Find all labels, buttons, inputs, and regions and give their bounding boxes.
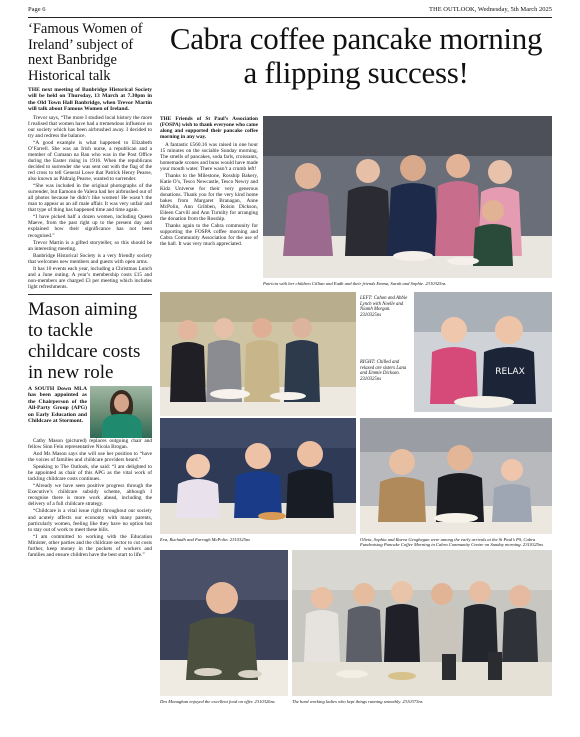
mason-paragraph: “I am committed to working with the Education Minister, other parties and the childcare sector to cut costs further, keep money in the pockets of workers and families and ensure children have the best start to life.” [28, 533, 152, 558]
photo-group-table [160, 292, 356, 416]
cabra-body [160, 142, 258, 247]
cabra-paragraph: A fantastic £560.16 was raised in one hour 15 minutes on the sociable Sunday morning. The smells of pancakes, soda farls, croissants, homemade scones and buns would have made your mouth water. There wasn’t a crumb left! [160, 142, 258, 173]
page-number: Page 6 [28, 6, 46, 13]
cabra-paragraph: Thanks again to the Cabra community for supporting the FOSPA coffee morning and Cabra Community Association for the use of the hall. It was very much appreciated. [160, 222, 258, 247]
masthead: THE OUTLOOK, Wednesday, 5th March 2025 [429, 6, 552, 13]
cabra-lead: THE Friends of St Paul’s Association (FOSPA) wish to thank everyone who came along and supported their pancake coffee morning in any way. [160, 116, 258, 141]
bambridge-paragraph: It has 10 events each year, including a Christmas Lunch and a June outing. A year’s membership costs £15 and non-members are charged £3 per meeting which includes light refreshments. [28, 265, 152, 290]
caption-photo5: Eva, Ruchadh and Farragh McPolin. 2310325ns [160, 537, 250, 542]
mason-lead-block [28, 386, 152, 438]
photo-geoghegan-family [360, 418, 552, 534]
photo-patricia-children [263, 116, 552, 278]
cabra-article [160, 116, 258, 248]
mason-paragraph: “Already we have seen positive progress through the Executive’s childcare subsidy scheme, although I recognise there is more work ahead, including the delivery of a full childcare strategy. [28, 483, 152, 508]
mason-paragraph: And Ms Mason says she will use her position to “have the voices of families and childcare providers heard.” [28, 451, 152, 464]
bambridge-paragraph: Banbridge Historical Society is a very friendly society that welcomes new members and guests with open arms. [28, 252, 152, 265]
caption-photo8: The hard working ladies who kept things running smoothly. 2310373ns [292, 699, 423, 704]
left-column [28, 22, 152, 559]
bambridge-headline: ‘Famous Women of Ireland’ subject of next Banbridge Historical talk [28, 21, 143, 84]
caption-photo4: RIGHT: Chilled and relaxed are sisters Lana and Emmie Dickson. 2310325ns [360, 360, 407, 382]
mason-headline: Mason aiming to tackle childcare costs in new role [28, 298, 141, 383]
mason-lead: A SOUTH Down MLA has been appointed as the Chairperson of the All-Party Group (APG) on Early Education and Childcare at Stormont. [28, 385, 87, 424]
cabra-headline: Cabra coffee pancake morning a flipping success! [169, 21, 543, 90]
photo-lana-emmie [414, 292, 552, 412]
photo-des-monaghan [160, 550, 288, 696]
bambridge-paragraph: Trevor says, “The more I studied local history the more I realised that women have had a tremendous influence on our society which has been airbrushed away. I decided to try and redress the balance. [28, 114, 152, 139]
bambridge-paragraph: “I have picked half a dozen women, including Queen Maeve, from the past right up to the present day and explained how their significance has not been recognised.” [28, 214, 152, 239]
mason-body [28, 438, 152, 558]
cathy-mason-photo [90, 386, 152, 438]
caption-photo3: LEFT: Cahon and Abbie Lynch with Noelle and Niamh Morgan. 2310325ns [360, 296, 408, 318]
bambridge-paragraph: “She was included in the original photographs of the surrender, but Eamonn de Valera had her airbrushed out of all photos because he didn’t like women! He wasn’t the man to appear as an all male affair. It was very unfair and that type of thing has happened time and time again. [28, 183, 152, 214]
caption-photo6: Olivia, Sophia and Raeva Geoghegan were among the early arrivals at the St Paul’s PS, Cabra Fundraising Pancake Coffee Morning in Cabra Community Centre on Sunday morning. 2310325ns [360, 537, 544, 548]
caption-photo7: Des Monaghan enjoyed the excellent food on offer. 2310326ns [160, 699, 275, 704]
bambridge-body [28, 115, 152, 290]
bambridge-lead: THE next meeting of Banbridge Historical Society will be held on Thursday, 13 March at 7.30pm in the Old Town Hall Banbridge, when Trevor Martin will talk about Famous Women of Ireland. [28, 87, 152, 113]
svg-text:RELAX: RELAX [495, 367, 525, 377]
caption-photo1: Patricia with her children Cillian and Eadh and their friends Emma, Sarah and Sophie. 2310325ns [263, 281, 446, 286]
bambridge-paragraph: Trevor Martin is a gifted storyteller, so this should be an interesting meeting. [28, 239, 152, 252]
mason-paragraph: Cathy Mason (pictured) replaces outgoing chair and fellow Sinn Fein representative Nicola Brogan. [28, 437, 152, 450]
cabra-paragraph: Thanks to the Milestone, Rosship Bakery, Katie O’s, Tesco Newcastle, Tesco Newry and Kidz Universe for their very generous donations. Thank you for the very kind home bakes from Margaret Branagan, Anne McPolin, Ann Gribben, Roisin Dickson, Eileen Carvill and Ann Turnilty for arranging the donation from the Rosship. [160, 173, 258, 222]
photo-working-ladies [292, 550, 552, 696]
mason-paragraph: “Childcare is a vital issue right throughout our society and acutely affects our economy with many parents, particularly women, feeling like they have no option but to stay out of work to meet these bills. [28, 508, 152, 533]
bambridge-paragraph: “A good example is what happened to Elizabeth O’Farrell. She was an Irish nurse, a republican and a member of Cumann na Ban who was in the Post Office during the Easter rising in 1916. When the republicans decided to surrender she was sent out with the flag of the red cross to tell General Lowe that Patrick Henry Pearse, also known as Pádraig Pearse, wanted to surrender. [28, 139, 152, 183]
mason-paragraph: Speaking to The Outlook, she said: “I am delighted to be appointed as chair of this APG as the vital work of tackling childcare costs continues. [28, 464, 152, 483]
photo-mcpolin-children [160, 418, 356, 534]
page-header [28, 4, 552, 18]
divider [28, 294, 152, 295]
